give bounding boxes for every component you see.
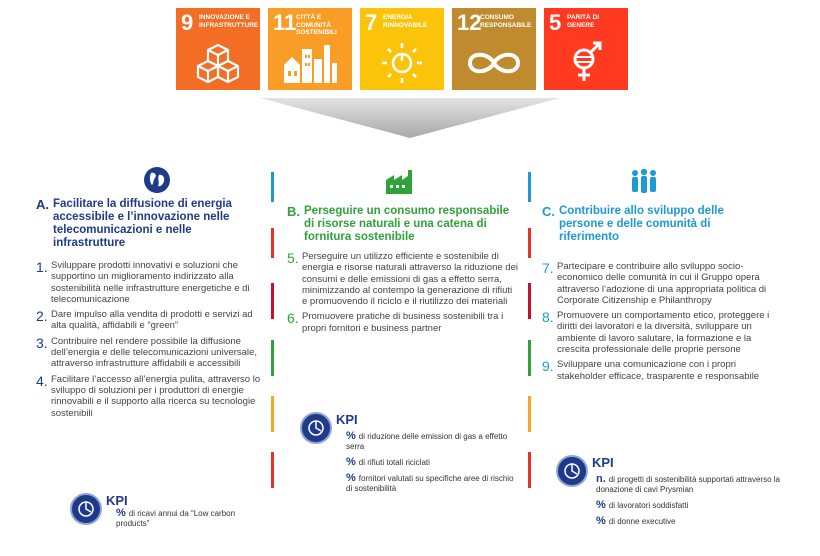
item-text: Dare impulso alla vendita di prodotti e servizi ad alta qualità, affidabili e “green”: [51, 309, 253, 332]
globe-icon: [143, 166, 171, 194]
kpi-text: di riduzione delle emission di gas a effetto serra: [346, 432, 508, 451]
kpi-line: [596, 501, 786, 511]
factory-icon: [384, 168, 416, 194]
kpi-box-a: [70, 493, 270, 543]
item-number: 3.: [36, 334, 48, 351]
item-text: Promuovere un comportamento etico, proteggere i diritti dei lavoratori e la diversità, sviluppare un ambiente di lavoro salutare, la formazione e la crescita professionale delle proprie persone: [557, 310, 770, 356]
column-c-icon: [628, 168, 660, 199]
list-item: [287, 311, 519, 334]
kpi-text: di rifiuti totali riciclati: [358, 458, 430, 467]
column-c-heading: [542, 205, 770, 244]
gender-icon: [544, 40, 628, 86]
kpi-text: di ricavi annui da “Low carbon products”: [116, 509, 236, 528]
sdg-title: INNOVAZIONE E INFRASTRUTTURE: [199, 14, 259, 29]
kpi-symbol: %: [596, 499, 606, 511]
heading-text: Facilitare la diffusione di energia accessibile e l’innovazione nelle telecomunicazioni e nelle infrastrutture: [53, 198, 232, 249]
item-number: 7.: [542, 260, 554, 276]
kpi-box-c: [556, 455, 786, 545]
kpi-line: [116, 509, 266, 528]
item-text: Contribuire nel rendere possibile la diffusione dell’energia e delle telecomunicazioni universale, attraverso infrastrutture affidabili e accessibili: [51, 335, 257, 370]
list-item: [287, 251, 519, 307]
kpi-line: [596, 517, 786, 527]
kpi-symbol: %: [346, 456, 356, 468]
item-number: 9.: [542, 358, 554, 375]
kpi-line: [346, 458, 516, 468]
column-c: [542, 205, 770, 382]
sdg-tile-7: [360, 8, 444, 90]
kpi-title: KPI: [106, 493, 128, 508]
kpi-line: [346, 474, 516, 493]
column-letter: B.: [287, 204, 300, 219]
infinity-icon: [452, 40, 536, 86]
item-text: Promuovere pratiche di business sostenibili tra i propri fornitori e business partner: [302, 311, 504, 334]
sdg-tile-11: [268, 8, 352, 90]
column-letter: C.: [542, 204, 555, 219]
cubes-icon: [176, 40, 260, 86]
item-number: 2.: [36, 308, 48, 325]
item-text: Perseguire un utilizzo efficiente e sostenibile di energia e risorse naturali attraverso la riduzione dei consumi e delle emissioni di gas a effetto serra, minimizzando al contempo la generazione di rifiuti e promuovendo il riciclo e il riutilizzo dei materiali: [302, 251, 518, 308]
kpi-symbol: %: [346, 430, 356, 442]
item-number: 1.: [36, 259, 48, 275]
kpi-symbol: n.: [596, 473, 606, 485]
kpi-badge-icon: [70, 493, 102, 525]
column-a-icon: [143, 166, 171, 199]
sdg-title: CONSUMO RESPONSABILE: [480, 14, 532, 29]
kpi-text: di lavoratori soddisfatti: [608, 501, 689, 510]
item-text: Facilitare l’accesso all’energia pulita, attraverso lo sviluppo di soluzioni per i produttori di energie rinnovabili e il supporto alla ricerca su tecnologie sostenibili: [51, 373, 261, 419]
item-text: Partecipare e contribuire allo sviluppo socio-economico delle comunità in cui il Gruppo opera attraverso l’adozione di una appropriata politica di Corporate Citizenship e Philanthropy: [557, 261, 767, 306]
sdg-title: ENERGIA RINNOVABILE: [383, 14, 428, 29]
kpi-symbol: %: [116, 507, 126, 519]
item-text: Sviluppare una comunicazione con i propri stakeholder efficace, trasparente e responsabile: [557, 359, 760, 382]
sdg-tile-12: [452, 8, 536, 90]
kpi-line: [596, 475, 786, 494]
list-item: [36, 336, 264, 370]
sdg-title: CITTÀ E COMUNITÀ SOSTENIBILI: [296, 14, 337, 36]
item-number: 6.: [287, 310, 299, 327]
heading-text: Contribuire allo sviluppo delle persone e delle comunità di riferimento: [559, 205, 724, 243]
sdg-number: 5: [549, 10, 562, 35]
kpi-line: [346, 432, 516, 451]
kpi-text: fornitori valutati su specifiche aree di rischio di sostenibilità: [346, 474, 514, 493]
heading-text: Perseguire un consumo responsabile di risorse naturali e una catena di fornitura sostenibile: [304, 205, 510, 243]
kpi-symbol: %: [596, 515, 606, 527]
sun-power-icon: [360, 40, 444, 86]
kpi-badge-icon: [300, 412, 332, 444]
sdg-tile-9: [176, 8, 260, 90]
sdg-title: PARITÀ DI GENERE: [567, 14, 600, 29]
column-b-icon: [384, 168, 416, 199]
list-item: [542, 261, 770, 306]
sdg-number: 12: [457, 10, 482, 35]
kpi-symbol: %: [346, 472, 356, 484]
list-item: [36, 260, 264, 305]
sdg-number: 9: [181, 10, 194, 35]
kpi-badge-icon: [556, 455, 588, 487]
kpi-text: di progetti di sostenibilità supportati attraverso la donazione di cavi Prysmian: [596, 475, 780, 494]
sdg-row: [176, 8, 628, 90]
people-icon: [628, 168, 660, 194]
item-text: Sviluppare prodotti innovativi e soluzioni che supportino un miglioramento indirizzato alla sostenibilità nelle infrastrutture energetiche e di telecomunicazione: [51, 260, 250, 305]
item-number: 4.: [36, 372, 48, 389]
column-a-heading: [36, 198, 264, 250]
kpi-text: di donne executive: [608, 517, 676, 526]
item-number: 8.: [542, 309, 554, 326]
list-item: [36, 309, 264, 332]
column-a: [36, 198, 264, 419]
kpi-title: KPI: [592, 455, 614, 470]
item-number: 5.: [287, 250, 299, 266]
sdg-number: 7: [365, 10, 378, 35]
sdg-number: 11: [273, 10, 297, 35]
column-b-heading: [287, 205, 519, 244]
city-icon: [268, 40, 352, 86]
down-arrow-icon: [260, 98, 560, 138]
sdg-tile-5: [544, 8, 628, 90]
column-b: [287, 205, 519, 334]
list-item: [36, 374, 264, 419]
column-letter: A.: [36, 197, 49, 212]
list-item: [542, 310, 770, 355]
kpi-box-b: [300, 412, 520, 502]
kpi-title: KPI: [336, 412, 358, 427]
list-item: [542, 359, 770, 382]
